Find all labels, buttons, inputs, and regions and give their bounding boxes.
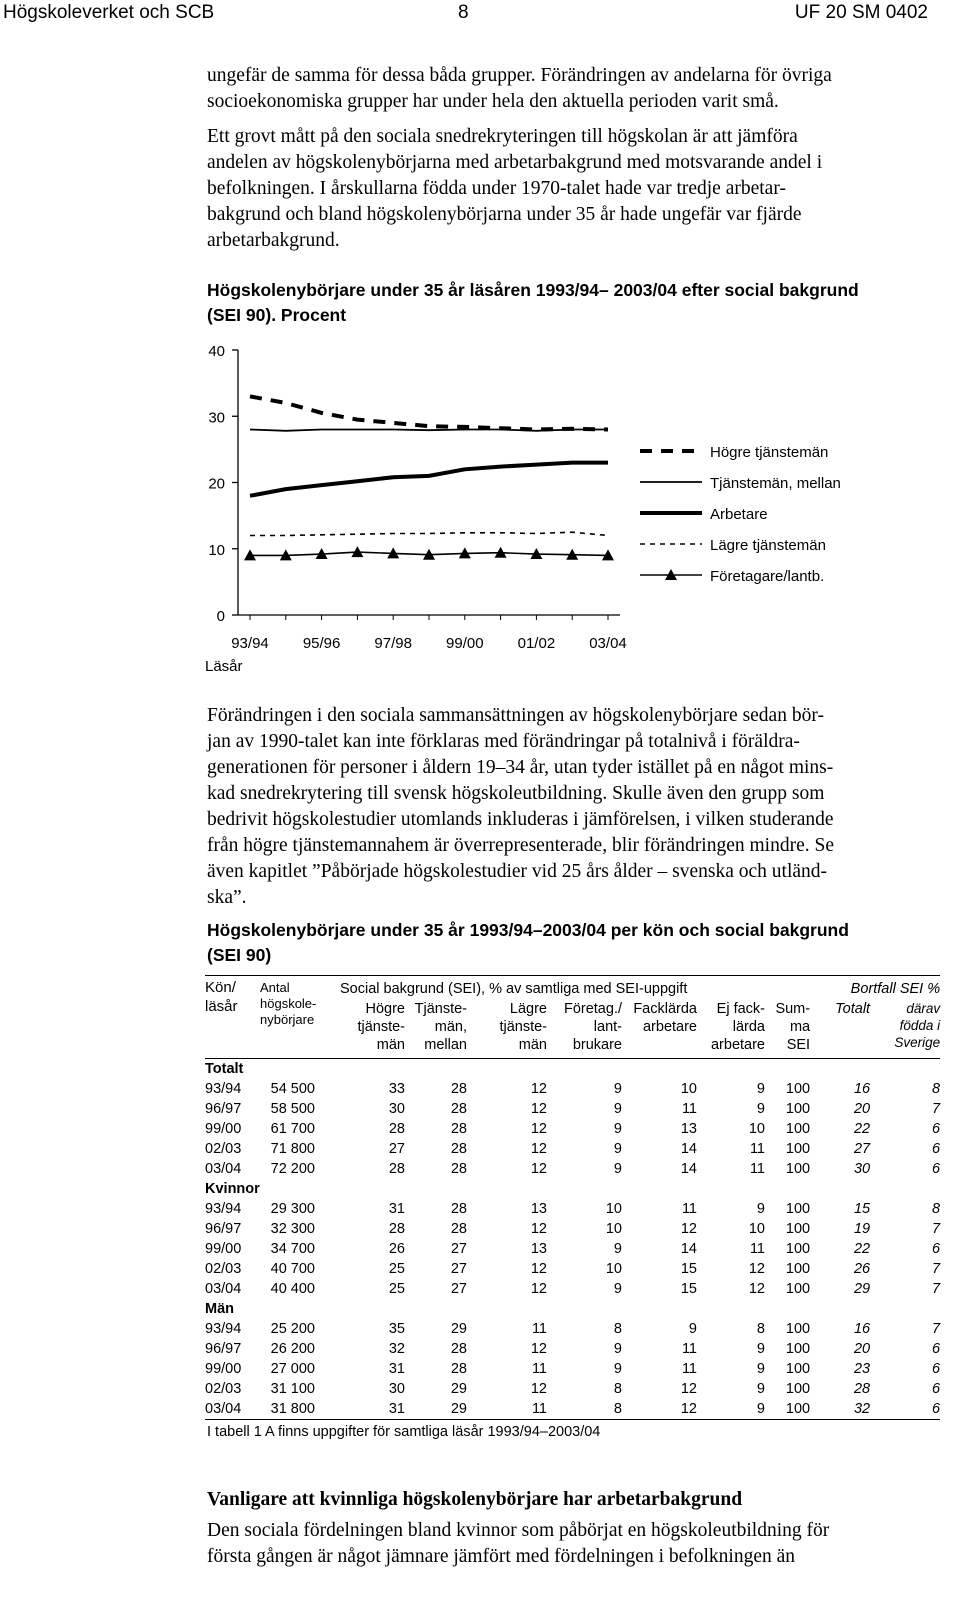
table-cell: 13 [530, 1241, 547, 1257]
header-line: Antal [260, 980, 290, 995]
col-header-lagre [467, 1000, 547, 1059]
table-cell: 12 [748, 1261, 765, 1277]
table-row [205, 1359, 940, 1379]
table-cell: 58 500 [270, 1101, 315, 1117]
title-line: (SEI 90) [207, 945, 272, 965]
table-cell: 7 [932, 1261, 941, 1277]
header-line: arbetare [710, 1037, 765, 1053]
table-cell: 14 [680, 1161, 697, 1177]
table-cell: 8 [932, 1201, 941, 1217]
table-cell: 29 300 [270, 1201, 315, 1217]
table-cell: 28 [450, 1101, 467, 1117]
table-cell: 100 [785, 1401, 811, 1417]
table-cell: 11 [531, 1361, 547, 1377]
table-cell: 7 [932, 1221, 941, 1237]
text-line: ungefär de samma för dessa båda grupper. Förändringen av andelarna för övriga [207, 65, 832, 86]
table-cell: 9 [756, 1101, 765, 1117]
table-cell: 27 [853, 1141, 871, 1157]
series-line [250, 430, 608, 431]
table-cell: 6 [932, 1241, 941, 1257]
col-header-antal [260, 976, 340, 1059]
table-cell: 19 [853, 1221, 871, 1237]
text-line: jan av 1990-talet kan inte förklaras med förändringar på totalnivå i föräldra- [207, 731, 800, 752]
table-cell: 99/00 [205, 1121, 242, 1137]
table-cell: 12 [680, 1381, 697, 1397]
text-line: befolkningen. I årskullarna födda under 1970-talet hade var tredje arbetar- [207, 178, 786, 199]
table-cell: 9 [613, 1101, 622, 1117]
header-line: lärda [732, 1019, 765, 1035]
y-tick-label: 0 [216, 608, 225, 625]
header-line: läsår [205, 998, 238, 1015]
table-cell: 12 [530, 1121, 547, 1137]
col-header-ejfack [697, 1000, 765, 1059]
header-left: Högskoleverket och SCB [3, 2, 215, 23]
table-cell: 03/04 [205, 1161, 242, 1177]
table-cell: 27 [450, 1241, 467, 1257]
header-line: tjänste- [499, 1019, 547, 1035]
table-cell: 28 [450, 1361, 467, 1377]
table-cell: 13 [530, 1201, 547, 1217]
x-tick-label: 95/96 [302, 635, 341, 652]
text-line: andelen av högskolenybörjarna med arbetarbakgrund med motsvarande andel i [207, 152, 823, 173]
table-cell: 28 [450, 1221, 467, 1237]
table-cell: 100 [785, 1341, 811, 1357]
table-cell: 28 [450, 1141, 467, 1157]
table-group-row [205, 1179, 940, 1199]
table-cell: 12 [530, 1221, 547, 1237]
table-cell: 9 [613, 1361, 622, 1377]
table-cell: 10 [605, 1261, 622, 1277]
table-cell: 11 [531, 1401, 547, 1417]
title-line: (SEI 90). Procent [207, 305, 347, 325]
table-cell: 9 [613, 1081, 622, 1097]
table-cell: 28 [388, 1161, 405, 1177]
table-cell: 20 [853, 1101, 871, 1117]
table-cell: 03/04 [205, 1401, 242, 1417]
table-cell: 31 [388, 1201, 405, 1217]
col-header-facklarda [622, 1000, 697, 1059]
text-line: generationen för personer i åldern 19–34 år, utan tyder istället på en något mins- [207, 757, 834, 778]
col-header-totalt: Totalt [835, 1001, 871, 1017]
table-cell: 71 800 [270, 1141, 315, 1157]
legend-label: Tjänstemän, mellan [710, 475, 841, 492]
text-line: kad snedrekrytering till svensk högskoleutbildning. Skulle även den grupp som [207, 783, 825, 804]
text-line: Ett grovt mått på den sociala snedrekryteringen till högskolan är att jämföra [207, 126, 798, 147]
table-cell: 54 500 [270, 1081, 315, 1097]
paragraph-4 [207, 1518, 927, 1570]
text-line: socioekonomiska grupper har under hela den aktuella perioden varit små. [207, 91, 779, 112]
table-row [205, 1199, 940, 1219]
table-row [205, 1099, 940, 1119]
legend-label: Högre tjänstemän [710, 444, 829, 461]
table-cell: 27 [388, 1141, 405, 1157]
x-tick-label: 03/04 [589, 635, 627, 652]
table-cell: 28 [450, 1161, 467, 1177]
table-cell: 35 [388, 1321, 405, 1337]
table-cell: 8 [932, 1081, 941, 1097]
header-line: därav [906, 1001, 941, 1016]
col-header-darav [870, 1000, 940, 1059]
table-cell: 27 [450, 1281, 467, 1297]
series-line [250, 532, 608, 535]
data-table [205, 975, 940, 1420]
table-cell: 6 [932, 1381, 941, 1397]
table-cell: 29 [450, 1381, 467, 1397]
table-footnote: I tabell 1 A finns uppgifter för samtliga läsår 1993/94–2003/04 [207, 1424, 601, 1440]
table-cell: 100 [785, 1121, 811, 1137]
table-cell: 8 [756, 1321, 765, 1337]
table-cell: 31 100 [270, 1381, 315, 1397]
header-right: UF 20 SM 0402 [794, 2, 928, 23]
table-cell: 9 [613, 1161, 622, 1177]
table-cell: 12 [530, 1101, 547, 1117]
table-cell: 28 [450, 1121, 467, 1137]
table-cell: 12 [530, 1261, 547, 1277]
table-cell: 33 [388, 1081, 405, 1097]
table-cell: 61 700 [270, 1121, 315, 1137]
header-line: ma [789, 1019, 811, 1035]
table-cell: 6 [932, 1341, 941, 1357]
table-cell: 29 [853, 1281, 871, 1297]
header-line: Tjänste- [414, 1001, 467, 1017]
header-line: lant- [593, 1019, 622, 1035]
table-cell: 6 [932, 1161, 941, 1177]
paragraph-3 [207, 703, 927, 911]
table-row [205, 1239, 940, 1259]
header-line: Sum- [775, 1001, 811, 1017]
text-line: bakgrund och bland högskolenybörjarna under 35 år hade ungefär var fjärde [207, 204, 802, 225]
paragraph-2 [207, 124, 927, 254]
table-cell: 96/97 [205, 1101, 242, 1117]
group-label: Kvinnor [205, 1181, 260, 1197]
table-cell: 28 [853, 1381, 871, 1397]
col-header-kon-lasar [205, 976, 260, 1059]
table-cell: 9 [613, 1121, 622, 1137]
table-cell: 11 [681, 1101, 697, 1117]
y-tick-label: 40 [208, 343, 225, 360]
table-cell: 99/00 [205, 1241, 242, 1257]
table-cell: 9 [756, 1201, 765, 1217]
table-cell: 14 [680, 1141, 697, 1157]
series-line [250, 463, 608, 496]
table-cell: 31 [388, 1361, 405, 1377]
table-cell: 100 [785, 1321, 811, 1337]
table-cell: 100 [785, 1141, 811, 1157]
table-cell: 28 [450, 1201, 467, 1217]
table-cell: 9 [613, 1341, 622, 1357]
table-row [205, 1159, 940, 1179]
table-cell: 11 [681, 1201, 697, 1217]
table-cell: 22 [853, 1121, 871, 1137]
table-cell: 9 [756, 1081, 765, 1097]
header-line: Ej fack- [716, 1001, 765, 1017]
table-cell: 7 [932, 1281, 941, 1297]
header-line: Facklärda [633, 1001, 697, 1017]
table-cell: 22 [853, 1241, 871, 1257]
x-tick-label: 93/94 [231, 635, 269, 652]
table-cell: 6 [932, 1361, 941, 1377]
table-group-row [205, 1059, 940, 1080]
table-cell: 12 [530, 1281, 547, 1297]
section-subheading: Vanligare att kvinnliga högskolenybörjare har arbetarbakgrund [207, 1489, 743, 1510]
table-cell: 25 [388, 1261, 405, 1277]
text-line: arbetarbakgrund. [207, 230, 340, 251]
table-cell: 28 [450, 1081, 467, 1097]
table-cell: 8 [613, 1401, 622, 1417]
table-cell: 100 [785, 1261, 811, 1277]
table-cell: 12 [530, 1141, 547, 1157]
group-label: Totalt [205, 1061, 244, 1077]
col-header-hogre [340, 1000, 405, 1059]
header-line: Kön/ [205, 979, 236, 996]
table-cell: 100 [785, 1241, 811, 1257]
table-cell: 15 [853, 1201, 871, 1217]
table-cell: 100 [785, 1161, 811, 1177]
table-cell: 25 200 [270, 1321, 315, 1337]
table-cell: 25 [388, 1281, 405, 1297]
header-line: mellan [424, 1037, 467, 1053]
table-cell: 8 [613, 1381, 622, 1397]
table-cell: 11 [749, 1241, 765, 1257]
table-cell: 9 [756, 1361, 765, 1377]
header-line: Lägre [509, 1001, 547, 1017]
y-tick-label: 30 [208, 409, 225, 427]
x-axis-label: Läsår [205, 658, 243, 675]
header-line: födda i [899, 1018, 941, 1033]
table-cell: 9 [613, 1241, 622, 1257]
text-line: Förändringen i den sociala sammansättningen av högskolenybörjare sedan bör- [207, 705, 824, 726]
table-cell: 15 [680, 1281, 697, 1297]
table-cell: 93/94 [205, 1201, 242, 1217]
table-cell: 11 [681, 1341, 697, 1357]
table-row [205, 1399, 940, 1420]
table-row [205, 1079, 940, 1099]
y-tick-label: 10 [208, 541, 225, 559]
table-cell: 34 700 [270, 1241, 315, 1257]
table-row [205, 1319, 940, 1339]
table-cell: 16 [853, 1321, 871, 1337]
table-row [205, 1259, 940, 1279]
table-row [205, 1219, 940, 1239]
line-chart [195, 335, 895, 680]
text-line: även kapitlet ”Påbörjade högskolestudier vid 25 års ålder – svenska och utländ- [207, 861, 828, 882]
table-row [205, 1339, 940, 1359]
table-cell: 96/97 [205, 1221, 242, 1237]
table-cell: 12 [680, 1221, 697, 1237]
text-line: ska”. [207, 887, 247, 908]
table-cell: 100 [785, 1221, 811, 1237]
table-cell: 27 000 [270, 1361, 315, 1377]
title-line: Högskolenybörjare under 35 år 1993/94–2003/04 per kön och social bakgrund [207, 920, 849, 940]
table-row [205, 1279, 940, 1299]
x-tick-label: 97/98 [374, 635, 412, 652]
table-cell: 40 700 [270, 1261, 315, 1277]
table-cell: 30 [388, 1381, 405, 1397]
table-cell: 6 [932, 1121, 941, 1137]
table-cell: 93/94 [205, 1081, 242, 1097]
table-cell: 14 [680, 1241, 697, 1257]
text-line: första gången är något jämnare jämfört med fördelningen i befolkningen än [207, 1546, 796, 1567]
table-row [205, 1139, 940, 1159]
table-cell: 31 [388, 1401, 405, 1417]
table-cell: 28 [450, 1341, 467, 1357]
table-cell: 10 [748, 1121, 765, 1137]
col-header-summa [765, 1000, 810, 1059]
table-cell: 32 [388, 1341, 405, 1357]
table-cell: 8 [613, 1321, 622, 1337]
col-header-tjanst [405, 1000, 467, 1059]
title-line: Högskolenybörjare under 35 år läsåren 1993/94– 2003/04 efter social bakgrund [207, 280, 859, 300]
table-cell: 9 [756, 1401, 765, 1417]
header-line: Företag./ [563, 1001, 622, 1017]
table-cell: 23 [853, 1361, 871, 1377]
table-cell: 31 800 [270, 1401, 315, 1417]
table-cell: 29 [450, 1321, 467, 1337]
col-group-bortfall: Bortfall SEI % [850, 981, 941, 997]
text-line: bedrivit högskolestudier utomlands inkluderas i jämförelsen, i vilken studerande [207, 809, 834, 830]
table-cell: 30 [388, 1101, 405, 1117]
table-cell: 13 [680, 1121, 697, 1137]
table-cell: 11 [749, 1141, 765, 1157]
table-cell: 6 [932, 1401, 941, 1417]
legend-label: Företagare/lantb. [710, 568, 825, 585]
table-cell: 9 [756, 1341, 765, 1357]
x-tick-label: 01/02 [517, 635, 556, 652]
table-title [207, 918, 849, 968]
x-tick-label: 99/00 [446, 635, 484, 652]
table-cell: 10 [748, 1221, 765, 1237]
table-cell: 7 [932, 1321, 941, 1337]
col-group-social: Social bakgrund (SEI), % av samtliga med SEI-uppgift [340, 981, 688, 997]
table-cell: 12 [530, 1161, 547, 1177]
table-cell: 02/03 [205, 1141, 242, 1157]
header-line: Sverige [894, 1035, 941, 1050]
table-cell: 03/04 [205, 1281, 242, 1297]
table-cell: 11 [531, 1321, 547, 1337]
table-cell: 32 [853, 1401, 871, 1417]
table-header-row [205, 976, 940, 1001]
table-cell: 40 400 [270, 1281, 315, 1297]
table-cell: 27 [450, 1261, 467, 1277]
y-tick-label: 20 [208, 475, 225, 493]
table-cell: 26 [853, 1261, 871, 1277]
header-line: nybörjare [260, 1012, 315, 1027]
table-cell: 11 [681, 1361, 697, 1377]
table-cell: 100 [785, 1381, 811, 1397]
group-label: Män [205, 1301, 234, 1317]
table-cell: 12 [680, 1401, 697, 1417]
header-line: män, [434, 1019, 467, 1035]
table-row [205, 1379, 940, 1399]
table-cell: 100 [785, 1101, 811, 1117]
table-cell: 96/97 [205, 1341, 242, 1357]
table-cell: 12 [530, 1341, 547, 1357]
header-line: män [518, 1037, 547, 1053]
table-cell: 100 [785, 1361, 811, 1377]
table-cell: 30 [853, 1161, 871, 1177]
table-cell: 72 200 [270, 1161, 315, 1177]
table-cell: 100 [785, 1281, 811, 1297]
legend-label: Arbetare [710, 506, 768, 523]
table-cell: 100 [785, 1081, 811, 1097]
header-line: högskole- [260, 996, 317, 1011]
table-cell: 10 [605, 1221, 622, 1237]
table-cell: 100 [785, 1201, 811, 1217]
header-line: arbetare [642, 1019, 697, 1035]
figure-title [207, 278, 859, 328]
header-line: tjänste- [357, 1019, 405, 1035]
table-cell: 02/03 [205, 1261, 242, 1277]
table-cell: 15 [680, 1261, 697, 1277]
table-cell: 9 [756, 1381, 765, 1397]
legend-label: Lägre tjänstemän [710, 537, 826, 554]
table-cell: 6 [932, 1141, 941, 1157]
table-cell: 99/00 [205, 1361, 242, 1377]
table-cell: 02/03 [205, 1381, 242, 1397]
table-cell: 11 [749, 1161, 765, 1177]
header-line: Högre [365, 1001, 405, 1017]
header-line: SEI [786, 1037, 811, 1053]
table-cell: 12 [530, 1081, 547, 1097]
table-cell: 12 [530, 1381, 547, 1397]
series-line [250, 396, 608, 429]
text-line: Den sociala fördelningen bland kvinnor som påbörjat en högskoleutbildning för [207, 1520, 830, 1541]
table-cell: 32 300 [270, 1221, 315, 1237]
table-cell: 26 200 [270, 1341, 315, 1357]
table-cell: 7 [932, 1101, 941, 1117]
table-cell: 29 [450, 1401, 467, 1417]
paragraph-1 [207, 63, 927, 115]
col-header-foretag [547, 1000, 622, 1059]
table-cell: 10 [680, 1081, 697, 1097]
table-cell: 93/94 [205, 1321, 242, 1337]
table-row [205, 1119, 940, 1139]
table-cell: 28 [388, 1221, 405, 1237]
table-group-row [205, 1299, 940, 1319]
header-line: brukare [572, 1037, 622, 1053]
table-cell: 16 [853, 1081, 871, 1097]
table-cell: 20 [853, 1341, 871, 1357]
table-cell: 10 [605, 1201, 622, 1217]
table-cell: 9 [613, 1141, 622, 1157]
text-line: från högre tjänstemannahem är överrepresenterade, blir förändringen mindre. Se [207, 835, 834, 856]
table-cell: 26 [388, 1241, 405, 1257]
table-body [205, 1059, 940, 1420]
table-cell: 9 [613, 1281, 622, 1297]
table-cell: 9 [688, 1321, 697, 1337]
header-line: män [376, 1037, 405, 1053]
table-cell: 28 [388, 1121, 405, 1137]
page-number: 8 [458, 2, 469, 23]
table-cell: 12 [748, 1281, 765, 1297]
